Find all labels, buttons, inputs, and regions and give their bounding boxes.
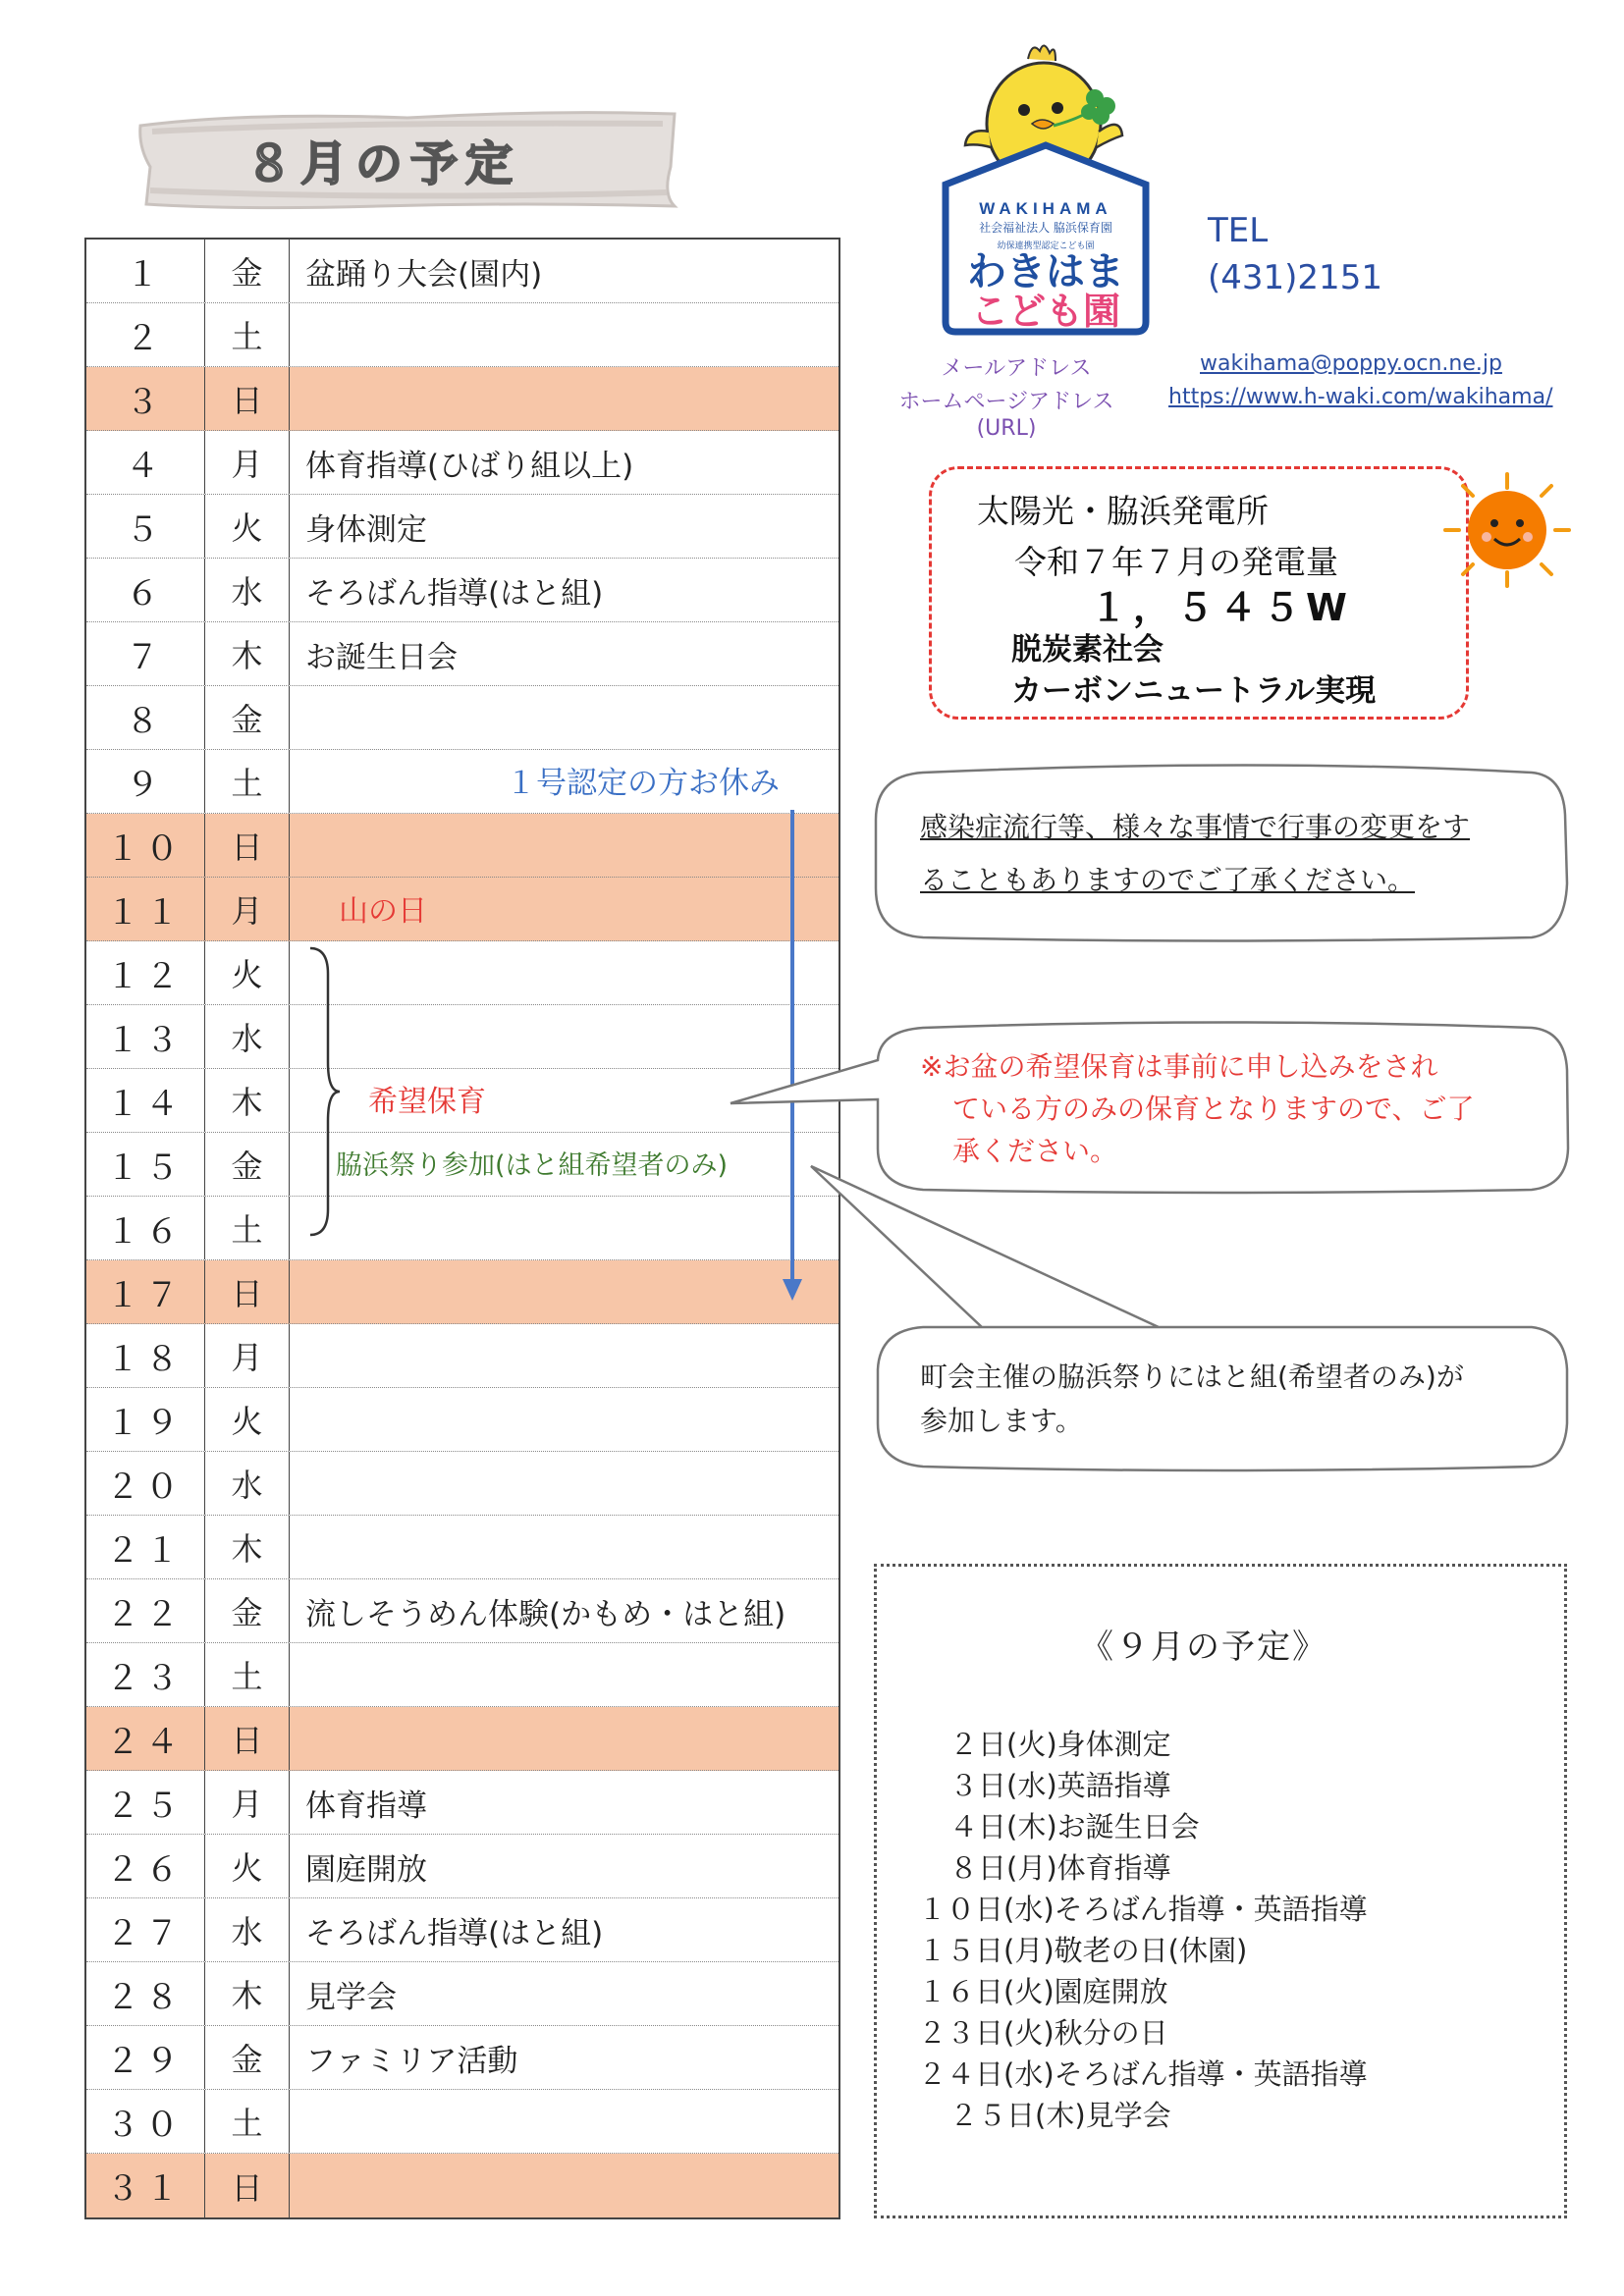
september-item: ４日(木)お誕生日会 — [949, 1810, 1200, 1843]
september-item: ３日(水)英語指導 — [949, 1769, 1171, 1802]
september-item: １５日(月)敬老の日(休園) — [918, 1934, 1248, 1967]
calendar-weekday: 金 — [205, 686, 290, 749]
type1-holiday-note: １号認定の方お休み — [506, 766, 780, 801]
calendar-day: ２７ — [86, 1898, 205, 1961]
calendar-day: ９ — [86, 750, 205, 813]
notice-change-line2: ることもありますのでご了承ください。 — [920, 864, 1416, 896]
calendar-day: １７ — [86, 1260, 205, 1323]
calendar-weekday: 水 — [205, 1452, 290, 1515]
calendar-weekday: 土 — [205, 303, 290, 366]
calendar-weekday: 木 — [205, 1962, 290, 2025]
notice-obon-line3: 承ください。 — [952, 1135, 1118, 1167]
festival-participation-label: 脇浜祭り参加(はと組希望者のみ) — [336, 1150, 729, 1181]
calendar-day: ２８ — [86, 1962, 205, 2025]
calendar-weekday: 水 — [205, 1898, 290, 1961]
calendar-weekday: 金 — [205, 1579, 290, 1642]
calendar-day: ５ — [86, 495, 205, 558]
calendar-weekday: 水 — [205, 559, 290, 621]
calendar-weekday: 月 — [205, 878, 290, 940]
calendar-day: ３０ — [86, 2090, 205, 2153]
calendar-weekday: 土 — [205, 1643, 290, 1706]
calendar-weekday: 月 — [205, 1771, 290, 1834]
notice-obon-line2: ている方のみの保育となりますので、ご了 — [952, 1093, 1475, 1125]
calendar-day: １１ — [86, 878, 205, 940]
calendar-day: １８ — [86, 1324, 205, 1387]
logo-type: 幼保連携型認定こども園 — [997, 241, 1095, 251]
notice-change-line1: 感染症流行等、様々な事情で行事の変更をす — [920, 811, 1471, 843]
email-label: メールアドレス — [941, 356, 1092, 381]
tel-number: (431)2151 — [1208, 258, 1382, 297]
homepage-label-sub: (URL) — [976, 416, 1037, 441]
calendar-day: ２３ — [86, 1643, 205, 1706]
calendar-weekday: 木 — [205, 622, 290, 685]
calendar-day: １２ — [86, 941, 205, 1004]
logo-roman: WAKIHAMA — [979, 199, 1112, 218]
september-title: 《９月の予定》 — [1080, 1628, 1327, 1667]
notice-obon-line1: ※お盆の希望保育は事前に申し込みをされ — [920, 1050, 1438, 1083]
calendar-day: １４ — [86, 1069, 205, 1132]
calendar-weekday: 土 — [205, 1197, 290, 1259]
homepage-link[interactable]: https://www.h-waki.com/wakihama/ — [1168, 385, 1553, 409]
calendar-day: １３ — [86, 1005, 205, 1068]
calendar-event: 見学会 — [305, 1979, 397, 2015]
homepage-label: ホームページアドレス — [898, 390, 1114, 414]
september-item: ２５日(木)見学会 — [949, 2099, 1171, 2132]
calendar-day: １９ — [86, 1388, 205, 1451]
calendar-weekday: 月 — [205, 431, 290, 494]
september-item: ２４日(水)そろばん指導・英語指導 — [918, 2057, 1368, 2091]
email-link[interactable]: wakihama@poppy.ocn.ne.jp — [1200, 351, 1502, 376]
calendar-weekday: 土 — [205, 750, 290, 813]
tel-label: TEL — [1208, 211, 1269, 250]
calendar-weekday: 日 — [205, 367, 290, 430]
calendar-day: ３１ — [86, 2154, 205, 2217]
page-title: ８月の予定 — [245, 136, 521, 191]
logo-name-line1: わきはま — [967, 249, 1124, 294]
calendar-day: ２１ — [86, 1516, 205, 1578]
calendar-day: ２６ — [86, 1835, 205, 1897]
calendar-event: 流しそうめん体験(かもめ・はと組) — [305, 1596, 786, 1632]
calendar-weekday: 火 — [205, 1835, 290, 1897]
calendar-weekday: 火 — [205, 941, 290, 1004]
solar-value: １，５４５W — [1090, 586, 1353, 629]
calendar-day: ４ — [86, 431, 205, 494]
calendar-event: 体育指導(ひばり組以上) — [305, 448, 634, 484]
calendar-event: お誕生日会 — [305, 639, 458, 675]
calendar-day: ２５ — [86, 1771, 205, 1834]
calendar-weekday: 水 — [205, 1005, 290, 1068]
september-item: ８日(月)体育指導 — [949, 1851, 1171, 1885]
solar-period: 令和７年７月の発電量 — [1014, 543, 1338, 581]
calendar-day: ６ — [86, 559, 205, 621]
solar-title: 太陽光・脇浜発電所 — [977, 492, 1269, 530]
calendar-day: ２２ — [86, 1579, 205, 1642]
calendar-day: １６ — [86, 1197, 205, 1259]
calendar-weekday: 木 — [205, 1516, 290, 1578]
calendar-day: ２４ — [86, 1707, 205, 1770]
september-item: １６日(火)園庭開放 — [918, 1975, 1168, 2008]
calendar-day: ８ — [86, 686, 205, 749]
calendar-event: 身体測定 — [305, 511, 427, 548]
kibou-hoiku-label: 希望保育 — [368, 1085, 486, 1119]
calendar-weekday: 金 — [205, 1133, 290, 1196]
solar-slogan-1: 脱炭素社会 — [1011, 632, 1164, 667]
calendar-event: そろばん指導(はと組) — [305, 1915, 604, 1951]
calendar-weekday: 土 — [205, 2090, 290, 2153]
calendar-day: １０ — [86, 814, 205, 877]
calendar-weekday: 金 — [205, 2026, 290, 2089]
september-item: ２３日(火)秋分の日 — [918, 2016, 1168, 2050]
calendar-day: １ — [86, 240, 205, 302]
calendar-day: ２９ — [86, 2026, 205, 2089]
logo-org: 社会福祉法人 脇浜保育園 — [979, 221, 1112, 235]
calendar-weekday: 日 — [205, 1260, 290, 1323]
calendar-weekday: 火 — [205, 1388, 290, 1451]
calendar-day: ２０ — [86, 1452, 205, 1515]
calendar-event: 体育指導 — [305, 1788, 427, 1824]
calendar-day: １５ — [86, 1133, 205, 1196]
calendar-event: 園庭開放 — [305, 1851, 427, 1888]
calendar-weekday: 日 — [205, 1707, 290, 1770]
september-item: ２日(火)身体測定 — [949, 1728, 1171, 1761]
calendar-event: 盆踊り大会(園内) — [305, 256, 543, 293]
calendar-weekday: 火 — [205, 495, 290, 558]
calendar-day: ７ — [86, 622, 205, 685]
calendar-day: ３ — [86, 367, 205, 430]
calendar-weekday: 月 — [205, 1324, 290, 1387]
calendar-weekday: 日 — [205, 2154, 290, 2217]
calendar-weekday: 木 — [205, 1069, 290, 1132]
calendar-event: そろばん指導(はと組) — [305, 575, 604, 612]
solar-slogan-2: カーボンニュートラル実現 — [1011, 673, 1377, 709]
logo-name-line2: こども園 — [970, 290, 1121, 333]
calendar-weekday: 金 — [205, 240, 290, 302]
calendar-event: ファミリア活動 — [305, 2043, 518, 2079]
calendar-weekday: 日 — [205, 814, 290, 877]
september-item: １０日(水)そろばん指導・英語指導 — [918, 1893, 1368, 1926]
notice-festival-line2: 参加します。 — [920, 1405, 1083, 1437]
notice-festival-line1: 町会主催の脇浜祭りにはと組(希望者のみ)が — [920, 1361, 1464, 1393]
mountain-day-label: 山の日 — [339, 894, 427, 929]
calendar-day: ２ — [86, 303, 205, 366]
